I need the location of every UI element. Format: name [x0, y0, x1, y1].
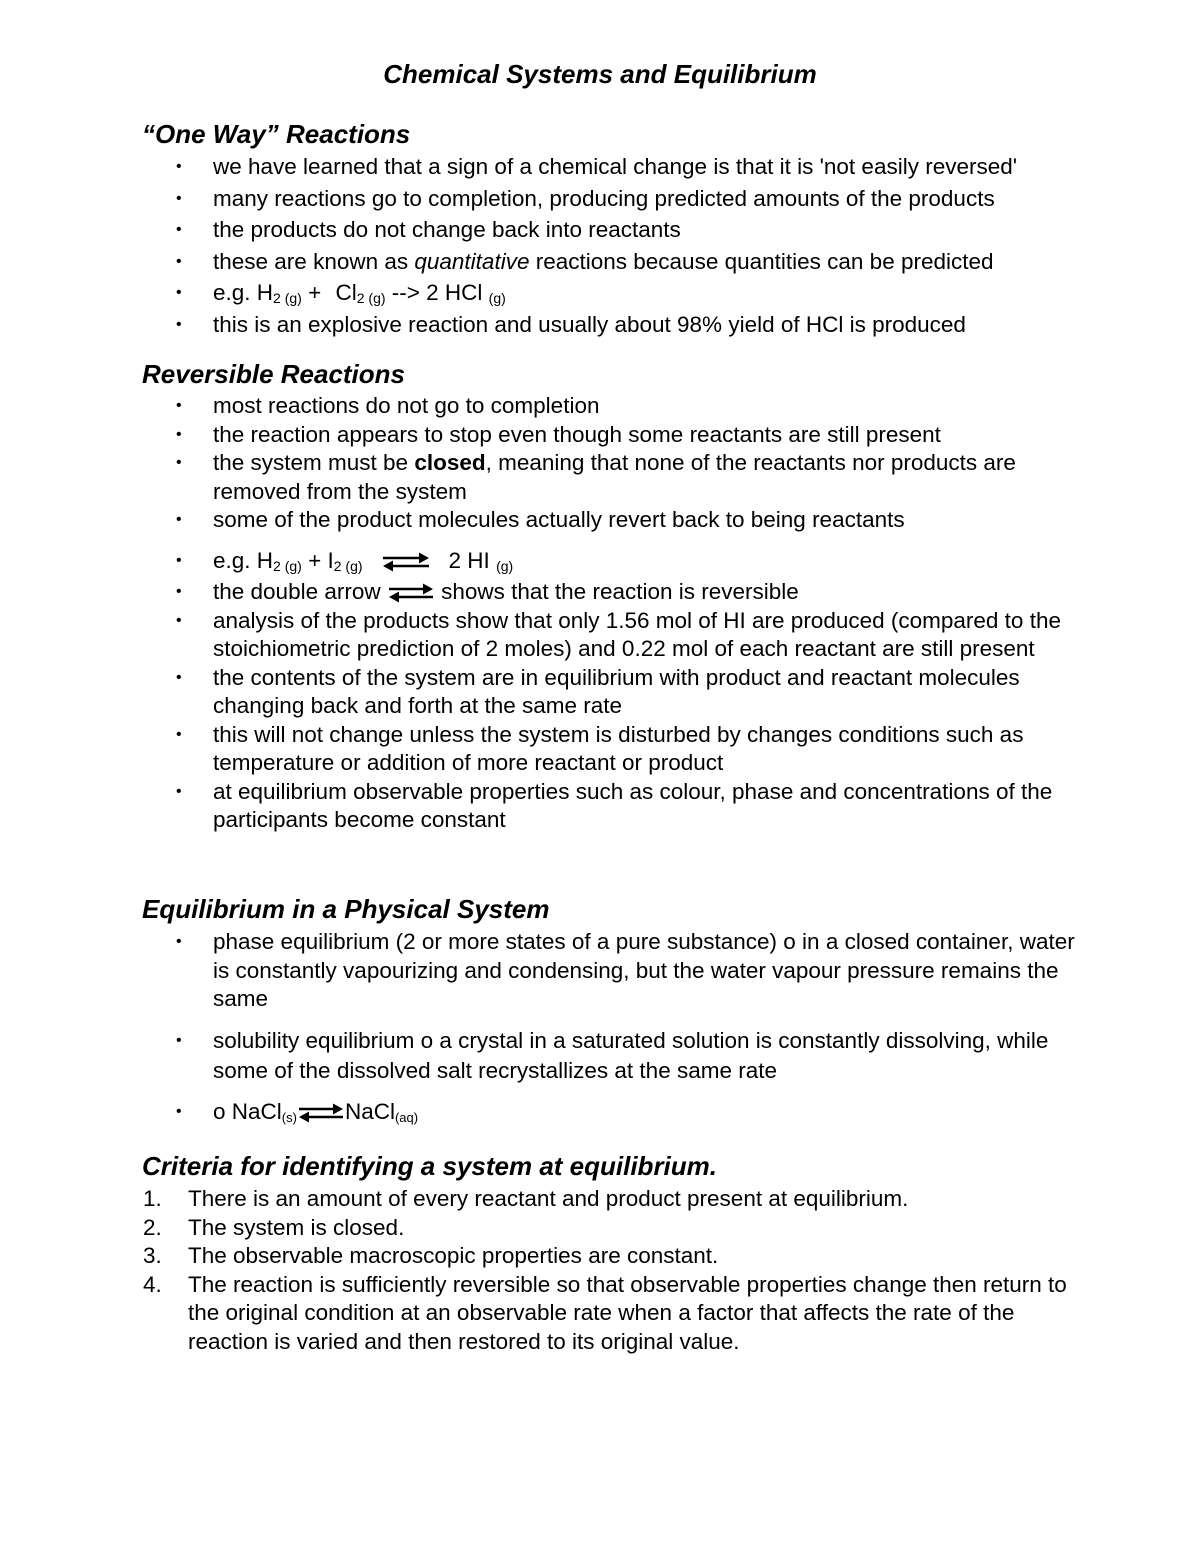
- double-arrow-icon: [387, 582, 435, 604]
- list-item: 2. The system is closed.: [143, 1214, 405, 1240]
- nacl-equation: • o NaCl(s) NaCl(aq): [0, 1098, 1200, 1127]
- emphasis-closed: closed: [414, 450, 486, 475]
- list-item: • at equilibrium observable properties such as colour, phase and concentrations of the participants become constant: [0, 778, 1200, 835]
- double-arrow-icon: [381, 551, 431, 573]
- list-item: • many reactions go to completion, producing predicted amounts of the products: [0, 185, 1200, 214]
- list-item: 3. The observable macroscopic properties are constant.: [143, 1243, 719, 1268]
- list-item: • the contents of the system are in equilibrium with product and reactant molecules changing back and forth at the same rate: [0, 664, 1200, 721]
- document-title: Chemical Systems and Equilibrium: [383, 59, 817, 89]
- reversible-reactions-list: [0, 392, 1200, 835]
- list-item: • the system must be closed, meaning that none of the reactants nor products are removed from the system: [0, 449, 1200, 506]
- heading-criteria: Criteria for identifying a system at equilibrium.: [142, 1151, 718, 1181]
- list-item: 4. The reaction is sufficiently reversible so that observable properties change then return to the original condition at an observable rate when a factor that affects the rate of the reaction is varied and then restored to its original value.: [143, 1271, 1067, 1354]
- list-item: • the products do not change back into reactants: [0, 216, 1200, 245]
- list-item: • solubility equilibrium o a crystal in a saturated solution is constantly dissolving, while some of the dissolved salt recrystallizes at the same rate: [0, 1026, 1200, 1086]
- list-item: • these are known as quantitative reactions because quantities can be predicted: [0, 248, 1200, 277]
- heading-physical-system: Equilibrium in a Physical System: [142, 894, 550, 924]
- hi-equation: • e.g. $H_{2 (g)} + I_{2 (g)}$ 2 HI $_{(g)}$: [0, 547, 1200, 576]
- list-item: • this is an explosive reaction and usually about 98% yield of HCl is produced: [0, 311, 1200, 340]
- criteria-list: [0, 1185, 1200, 1356]
- list-item: • we have learned that a sign of a chemical change is that it is 'not easily reversed': [0, 153, 1200, 182]
- heading-one-way-reactions: “One Way” Reactions: [142, 119, 411, 149]
- list-item: • analysis of the products show that only 1.56 mol of HI are produced (compared to the stoichiometric prediction of 2 moles) and 0.22 mol of each reactant are still present: [0, 607, 1200, 664]
- list-item: 1. There is an amount of every reactant and product present at equilibrium.: [143, 1186, 909, 1211]
- list-item: • the double arrow shows that the reaction is reversible: [0, 578, 1200, 607]
- hcl-equation: • e.g. $H_{2 (g)} + Cl_{2 (g)}$ --> 2 HCl $_{(g)}$: [0, 279, 1200, 308]
- list-item: • phase equilibrium (2 or more states of a pure substance) o in a closed container, water is constantly vapourizing and condensing, but the water vapour pressure remains the same: [0, 928, 1200, 1014]
- list-item: • some of the product molecules actually revert back to being reactants: [0, 506, 1200, 535]
- list-item: • the reaction appears to stop even though some reactants are still present: [0, 421, 1200, 450]
- physical-system-list: [0, 928, 1200, 1126]
- heading-reversible-reactions: Reversible Reactions: [142, 359, 406, 389]
- one-way-reactions-list: [0, 153, 1200, 339]
- double-arrow-icon: [297, 1102, 345, 1124]
- list-item: • most reactions do not go to completion: [0, 392, 1200, 421]
- list-item: • this will not change unless the system is disturbed by changes conditions such as temperature or addition of more reactant or product: [0, 721, 1200, 778]
- emphasis-quantitative: quantitative: [414, 248, 530, 274]
